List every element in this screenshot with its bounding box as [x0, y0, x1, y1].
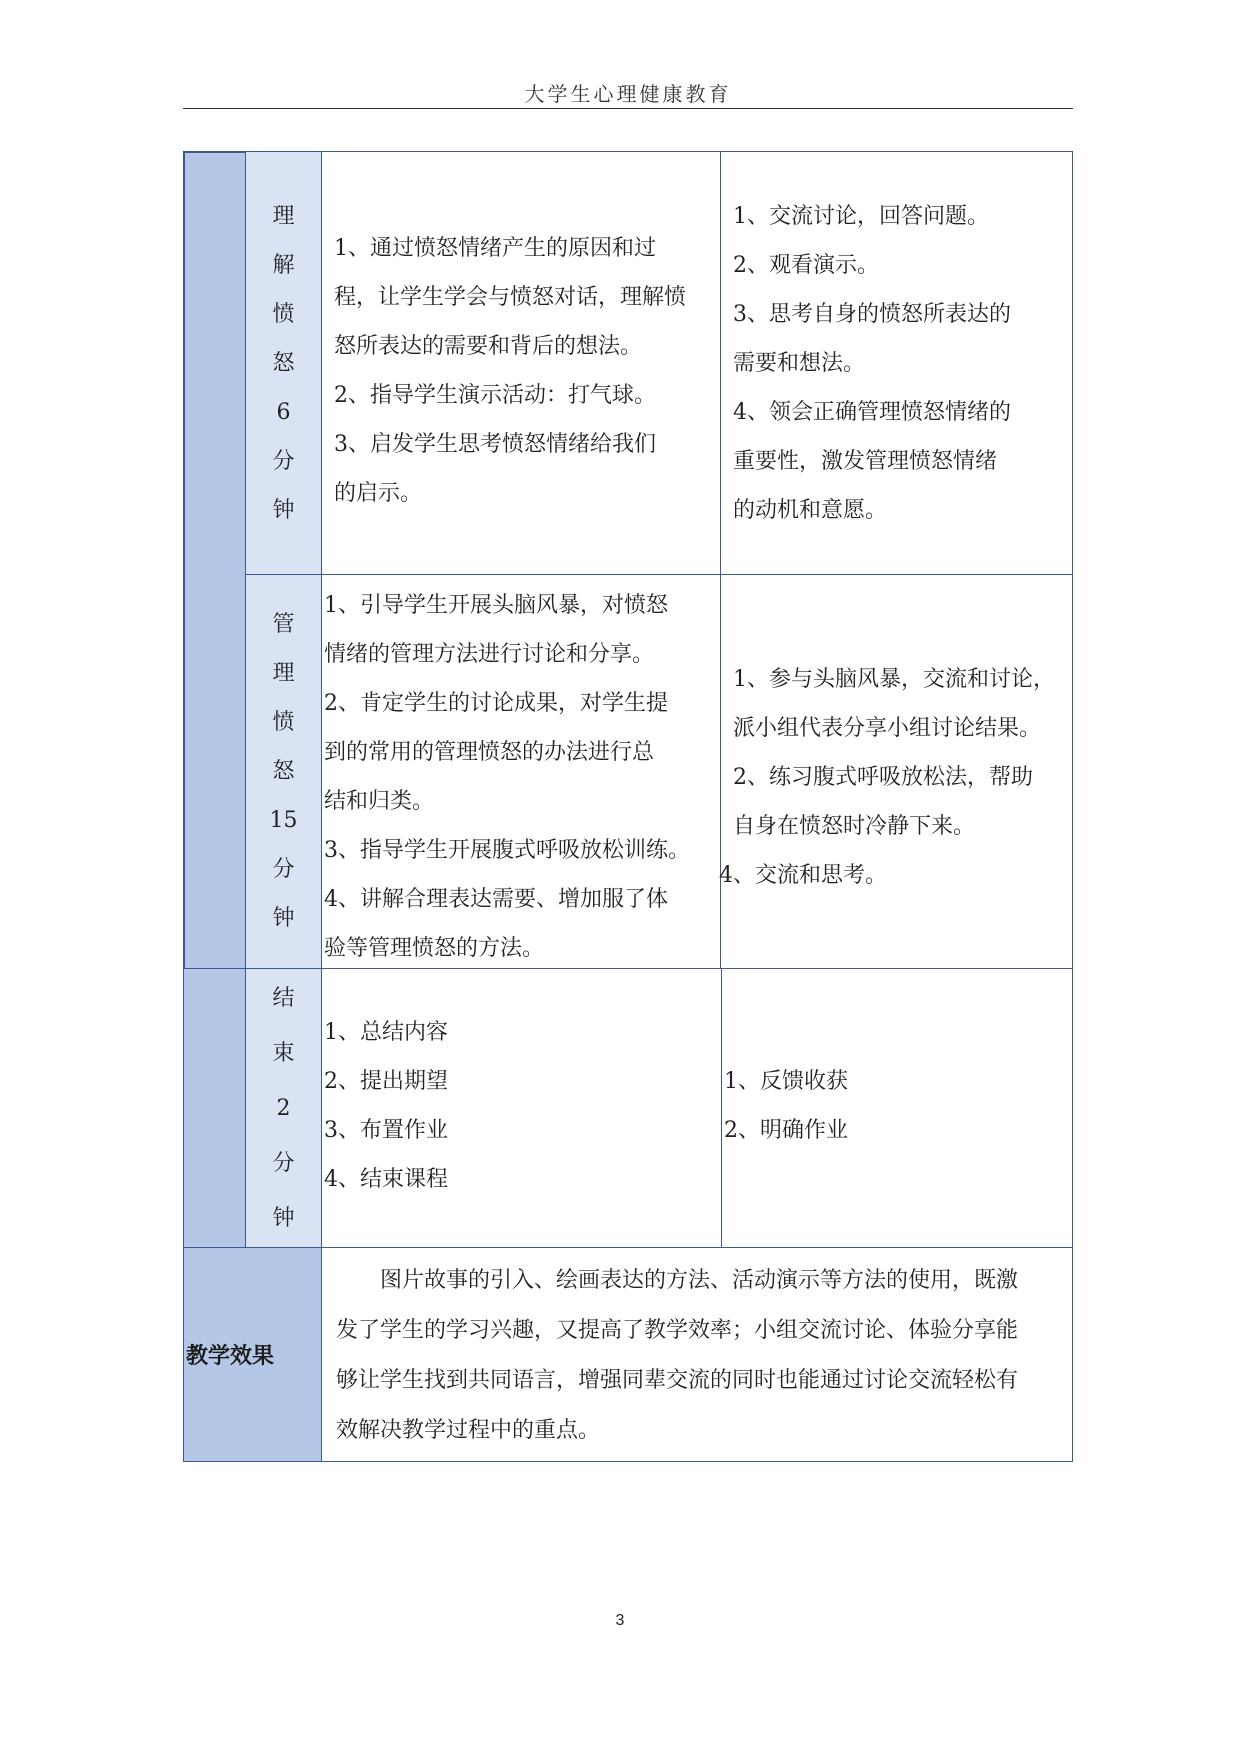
text-line: 4、交流和思考。: [719, 863, 887, 888]
text-line: 的动机和意愿。: [733, 498, 888, 523]
text-line: 情绪的管理方法进行讨论和分享。: [324, 642, 655, 667]
text-line: 效解决教学过程中的重点。: [336, 1418, 601, 1443]
text-line: 2、练习腹式呼吸放松法，帮助: [733, 765, 1033, 790]
text-line: 验等管理愤怒的方法。: [324, 936, 545, 961]
stage-char: 束: [272, 1040, 295, 1066]
student-activity-cell: [720, 151, 1073, 575]
text-line: 派小组代表分享小组讨论结果。: [733, 716, 1042, 741]
teacher-activity-cell: [321, 574, 721, 969]
text-line: 1、引导学生开展头脑风暴，对愤怒: [324, 593, 668, 618]
text-line: 重要性，激发管理愤怒情绪: [733, 449, 998, 474]
stage-char: 结: [272, 985, 295, 1011]
stage-char: 理: [272, 661, 295, 686]
stage-char: 理: [272, 203, 295, 229]
text-line: 2、提出期望: [324, 1069, 448, 1094]
stage-char: 分: [272, 448, 295, 474]
text-line: 3、指导学生开展腹式呼吸放松训练。: [324, 838, 690, 863]
text-line: 2、观看演示。: [733, 253, 879, 278]
effect-content: [321, 1247, 1073, 1462]
student-activity-cell: [720, 574, 1073, 969]
text-line: 怒所表达的需要和背后的想法。: [334, 334, 643, 359]
text-line: 的启示。: [334, 481, 423, 506]
stage-char: 怒: [272, 350, 295, 376]
stage-char: 钟: [272, 906, 295, 931]
text-line: 1、总结内容: [324, 1020, 448, 1045]
stage-cell-closing: [245, 968, 322, 1248]
text-line: 1、通过愤怒情绪产生的原因和过: [334, 236, 656, 261]
text-line: 程，让学生学会与愤怒对话，理解愤: [334, 285, 687, 310]
text-line: 图片故事的引入、绘画表达的方法、活动演示等方法的使用，既激: [380, 1268, 1019, 1293]
text-line: 3、思考自身的愤怒所表达的: [733, 302, 1011, 327]
stage-char: 管: [272, 612, 295, 637]
text-line: 3、启发学生思考愤怒情绪给我们: [334, 432, 656, 457]
header-title: 大学生心理健康教育: [524, 82, 732, 106]
page-number: 3: [615, 1612, 625, 1629]
text-line: 需要和想法。: [733, 351, 866, 376]
text-line: 够让学生找到共同语言，增强同辈交流的同时也能通过讨论交流轻松有: [336, 1368, 1019, 1393]
teacher-activity-cell: [321, 151, 721, 575]
stage-cell-understand-anger: [245, 151, 322, 575]
text-line: 2、肯定学生的讨论成果，对学生提: [324, 691, 668, 716]
text-line: 1、参与头脑风暴，交流和讨论，: [733, 667, 1055, 692]
stage-char: 怒: [272, 759, 295, 784]
stage-char: 解: [272, 252, 295, 278]
stage-char: 愤: [272, 301, 295, 327]
stage-char: 钟: [272, 1205, 295, 1231]
text-line: 发了学生的学习兴趣，又提高了教学效率；小组交流讨论、体验分享能: [336, 1318, 1019, 1343]
text-line: 4、领会正确管理愤怒情绪的: [733, 400, 1011, 425]
text-line: 4、结束课程: [324, 1167, 448, 1192]
stage-char: 分: [272, 857, 295, 882]
stage-char: 15: [269, 808, 298, 833]
text-line: 到的常用的管理愤怒的办法进行总: [324, 740, 655, 765]
text-line: 1、反馈收获: [724, 1069, 848, 1094]
text-line: 3、布置作业: [324, 1118, 448, 1143]
text-line: 1、交流讨论，回答问题。: [733, 204, 989, 229]
effect-label: [183, 1247, 322, 1462]
effect-label-text: 教学效果: [186, 1344, 275, 1369]
stage-char: 分: [272, 1150, 295, 1176]
stage-char: 2: [276, 1095, 291, 1121]
text-line: 2、指导学生演示活动：打气球。: [334, 383, 656, 408]
text-line: 2、明确作业: [724, 1118, 848, 1143]
left-band-row3: [183, 968, 246, 1248]
text-line: 自身在愤怒时冷静下来。: [733, 814, 976, 839]
text-line: 4、讲解合理表达需要、增加服了体: [324, 887, 668, 912]
stage-char: 愤: [272, 710, 295, 735]
stage-char: 6: [276, 399, 291, 425]
teacher-activity-cell: [321, 968, 722, 1248]
student-activity-cell: [721, 968, 1073, 1248]
stage-cell-manage-anger: [245, 574, 322, 969]
text-line: 结和归类。: [324, 789, 435, 814]
header-rule: [183, 108, 1073, 109]
stage-char: 钟: [272, 497, 295, 523]
